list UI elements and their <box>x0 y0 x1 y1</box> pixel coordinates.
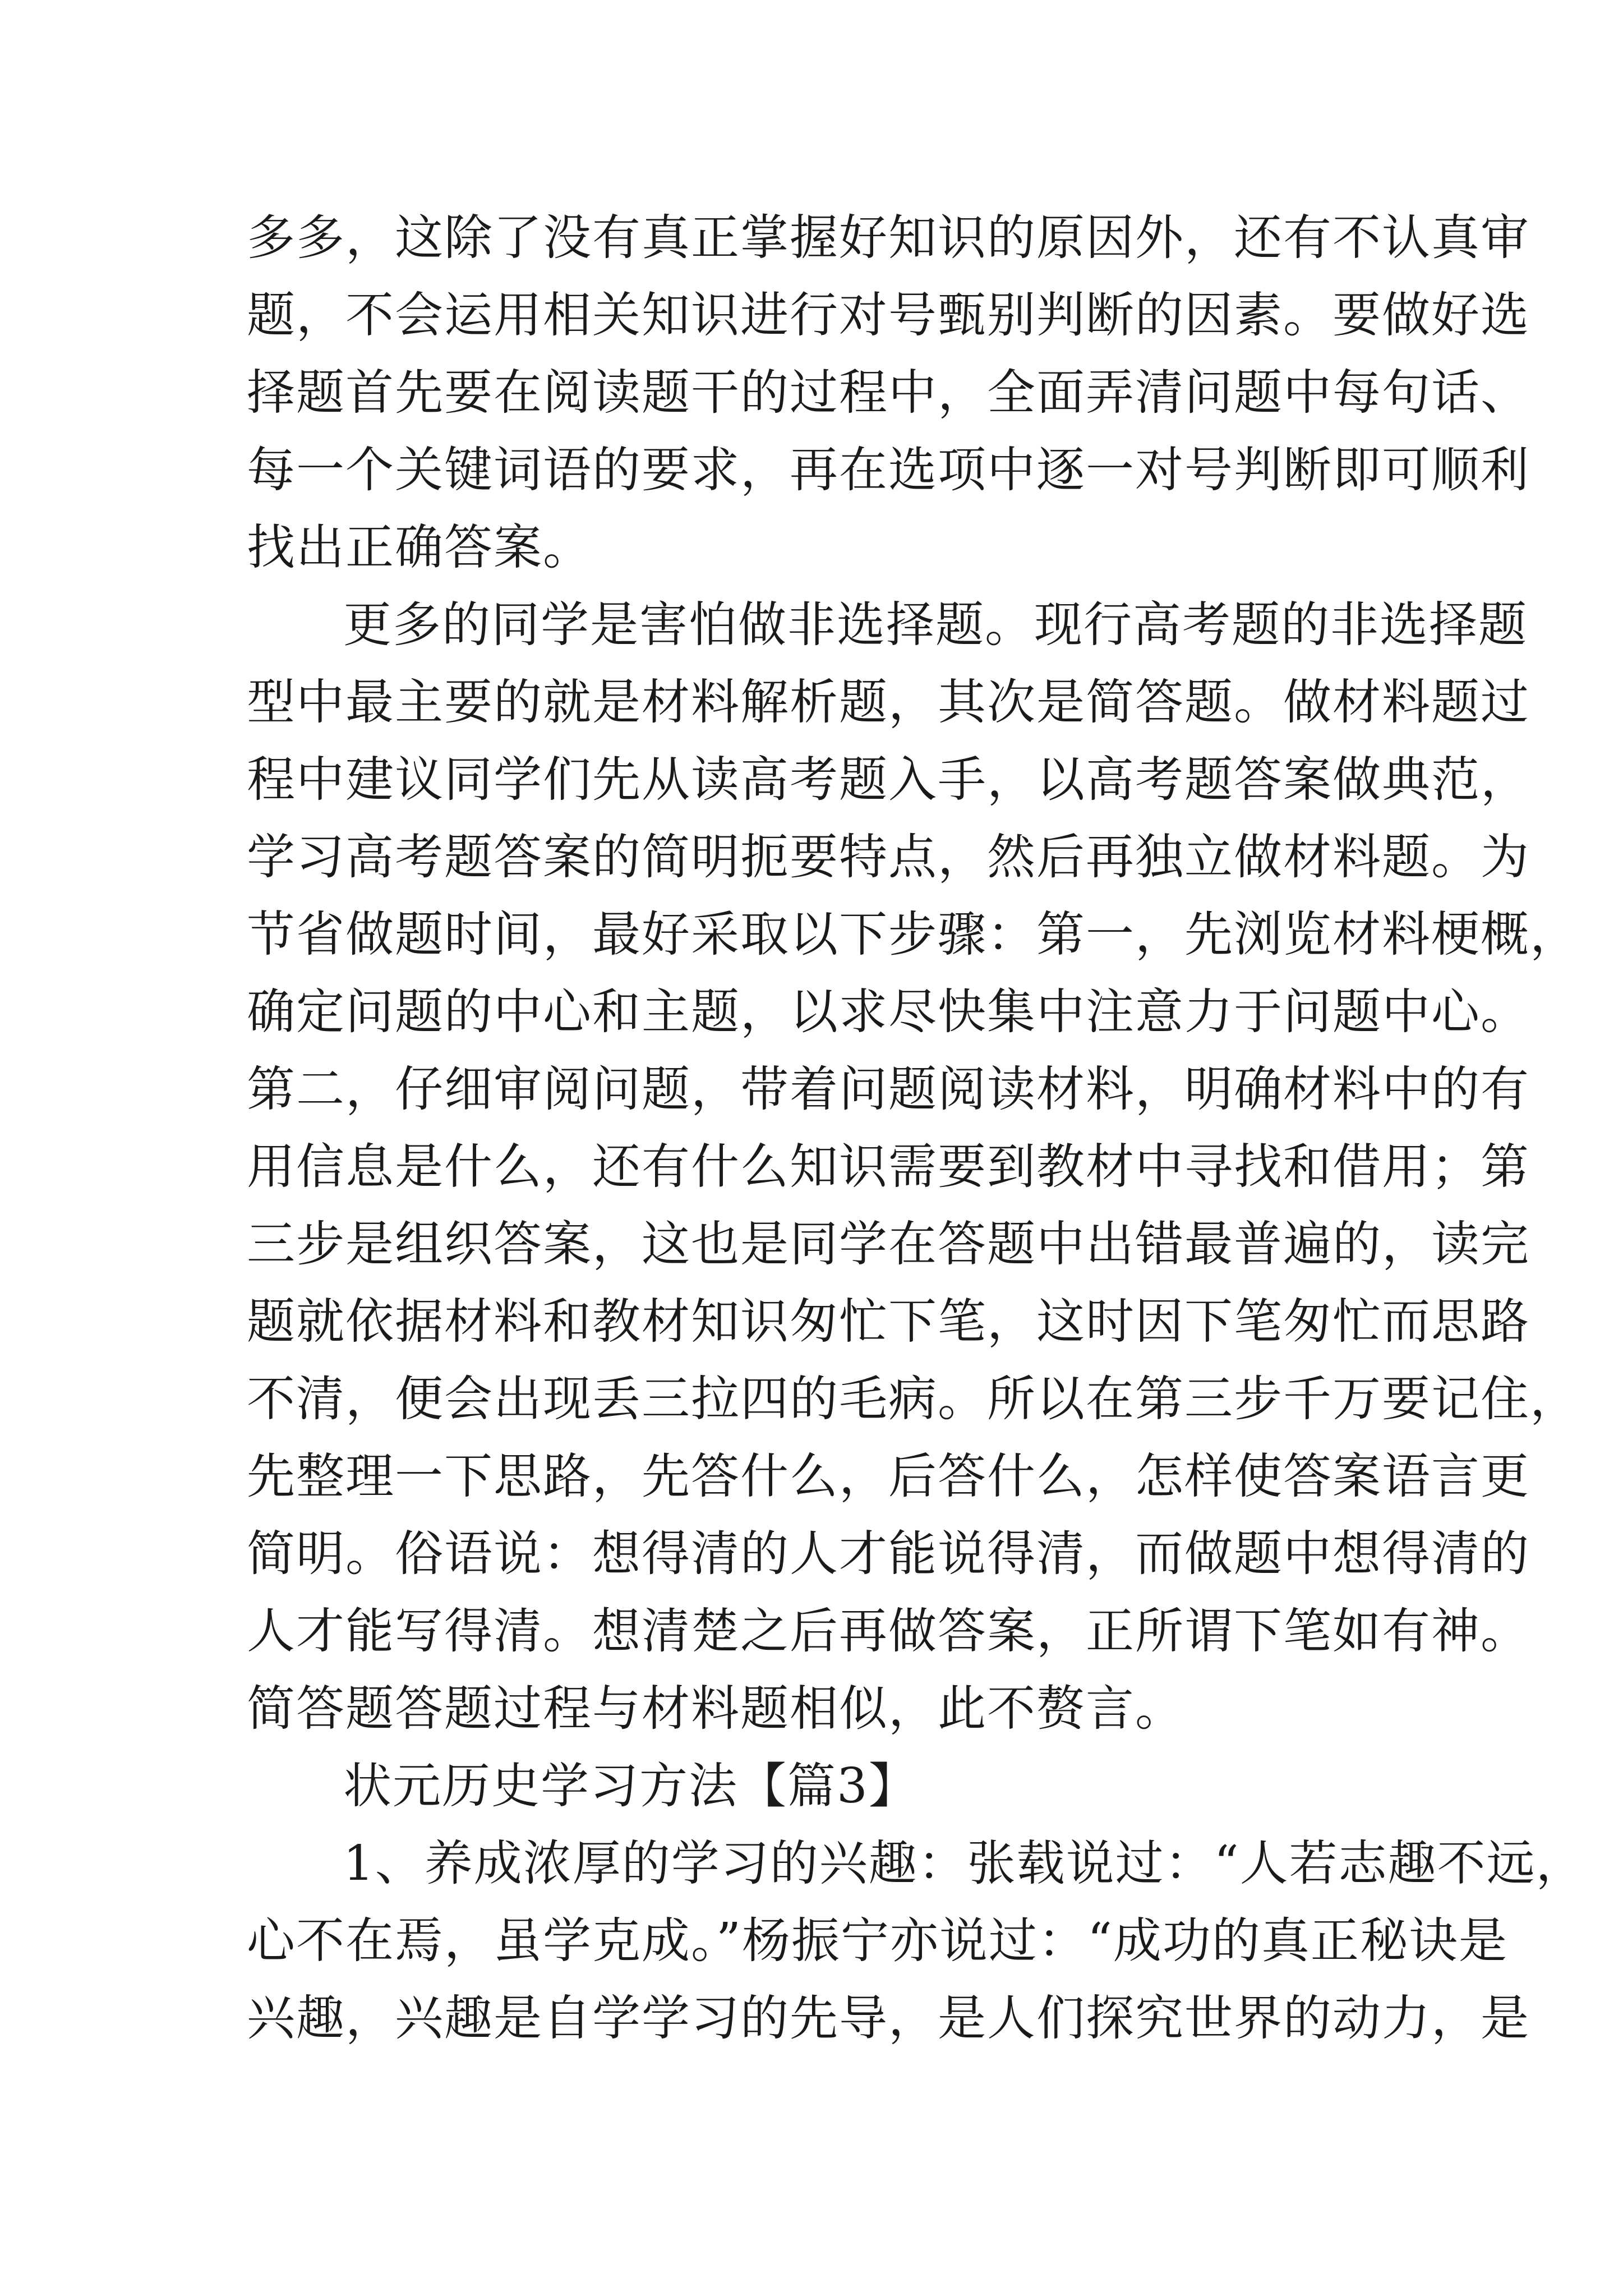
document-body <box>247 199 1585 2057</box>
text-line: 先整理一下思路，先答什么，后答什么，怎样使答案语言更 <box>247 1448 1530 1504</box>
text-line: 不清，便会出现丢三拉四的毛病。所以在第三步千万要记住， <box>247 1371 1579 1427</box>
text-line: 型中最主要的就是材料解析题，其次是简答题。做材料题过 <box>247 674 1530 730</box>
text-line: 兴趣，兴趣是自学学习的先导，是人们探究世界的动力，是 <box>247 1990 1530 2046</box>
text-line: 程中建议同学们先从读高考题入手，以高考题答案做典范， <box>247 752 1530 808</box>
text-line: 第二，仔细审阅问题，带着问题阅读材料，明确材料中的有 <box>247 1061 1530 1117</box>
text-line: 用信息是什么，还有什么知识需要到教材中寻找和借用；第 <box>247 1139 1530 1195</box>
text-line: 找出正确答案。 <box>247 519 592 576</box>
text-line: 确定问题的中心和主题，以求尽快集中注意力于问题中心。 <box>247 984 1530 1040</box>
text-line: 题就依据材料和教材知识匆忙下笔，这时因下笔匆忙而思路 <box>247 1294 1530 1350</box>
section-heading: 状元历史学习方法【篇3】 <box>343 1758 918 1814</box>
text-line: 每一个关键词语的要求，再在选项中逐一对号判断即可顺利 <box>247 442 1530 498</box>
paragraph-first-line: 1、养成浓厚的学习的兴趣：张载说过：“人若志趣不远， <box>343 1835 1585 1892</box>
text-line: 简明。俗语说：想得清的人才能说得清，而做题中想得清的 <box>247 1526 1530 1582</box>
text-line: 节省做题时间，最好采取以下步骤：第一，先浏览材料梗概， <box>247 907 1579 963</box>
text-line: 择题首先要在阅读题干的过程中，全面弄清问题中每句话、 <box>247 365 1530 421</box>
text-line: 心不在焉，虽学克成。”杨振宁亦说过：“成功的真正秘诀是 <box>247 1913 1508 1969</box>
text-line: 多多，这除了没有真正掌握好知识的原因外，还有不认真审 <box>247 210 1530 266</box>
text-line: 题，不会运用相关知识进行对号甄别判断的因素。要做好选 <box>247 287 1530 343</box>
text-line: 三步是组织答案，这也是同学在答题中出错最普遍的，读完 <box>247 1216 1530 1272</box>
text-line: 人才能写得清。想清楚之后再做答案，正所谓下笔如有神。 <box>247 1603 1530 1659</box>
paragraph-first-line: 更多的同学是害怕做非选择题。现行高考题的非选择题 <box>343 597 1528 653</box>
text-line: 简答题答题过程与材料题相似，此不赘言。 <box>247 1681 1184 1737</box>
text-line: 学习高考题答案的简明扼要特点，然后再独立做材料题。为 <box>247 829 1530 885</box>
